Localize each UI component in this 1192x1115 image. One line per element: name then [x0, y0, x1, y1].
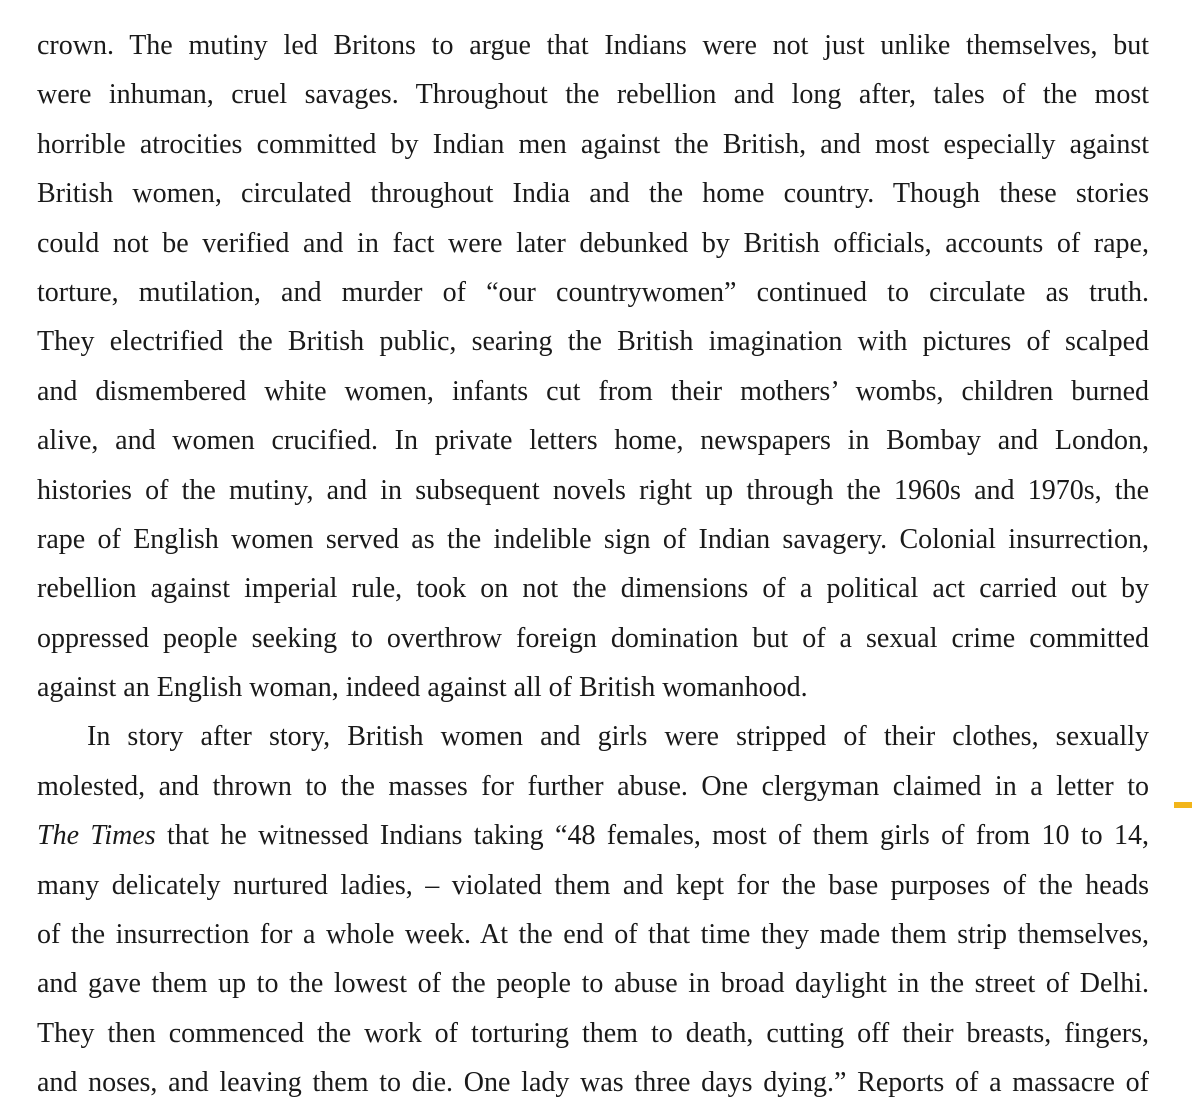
text-line: many delicately nurtured ladies, – violated them and kept for the base purposes of the heads [37, 869, 1149, 901]
text-line-paragraph-end: against an English woman, indeed against all of British womanhood. [37, 672, 808, 704]
text-line-paragraph-start: In story after story, British women and girls were stripped of their clothes, sexually [87, 721, 1149, 753]
document-page [37, 21, 1149, 1108]
text-line: could not be verified and in fact were later debunked by British officials, accounts of rape, [37, 227, 1149, 259]
text-line: crown. The mutiny led Britons to argue that Indians were not just unlike themselves, but [37, 30, 1149, 61]
newspaper-title: The Times [37, 820, 156, 852]
text-line: torture, mutilation, and murder of “our countrywomen” continued to circulate as truth. [37, 276, 1149, 308]
text-line: were inhuman, cruel savages. Throughout the rebellion and long after, tales of the most [37, 79, 1149, 111]
text-line: They then commenced the work of torturing them to death, cutting off their breasts, fingers, [37, 1017, 1149, 1049]
text-line: molested, and thrown to the masses for further abuse. One clergyman claimed in a letter to [37, 770, 1149, 802]
text-line-remainder: that he witnessed Indians taking “48 females, most of them girls of from 10 to 14, [155, 820, 1149, 852]
text-line: alive, and women crucified. In private letters home, newspapers in Bombay and London, [37, 425, 1149, 457]
text-line: rebellion against imperial rule, took on not the dimensions of a political act carried out by [37, 573, 1149, 605]
text-line: oppressed people seeking to overthrow foreign domination but of a sexual crime committed [37, 622, 1149, 654]
text-line: and dismembered white women, infants cut from their mothers’ wombs, children burned [37, 375, 1149, 407]
text-line: horrible atrocities committed by Indian men against the British, and most especially against [37, 128, 1149, 160]
text-line: of the insurrection for a whole week. At the end of that time they made them strip themselves, [37, 919, 1149, 951]
text-line [37, 811, 1149, 860]
text-line: They electrified the British public, searing the British imagination with pictures of scalped [37, 326, 1149, 358]
text-line: and gave them up to the lowest of the people to abuse in broad daylight in the street of Delhi. [37, 968, 1149, 1000]
text-line: rape of English women served as the indelible sign of Indian savagery. Colonial insurrection, [37, 523, 1149, 555]
text-line: histories of the mutiny, and in subsequent novels right up through the 1960s and 1970s, the [37, 474, 1149, 506]
text-line: British women, circulated throughout India and the home country. Though these stories [37, 178, 1149, 210]
highlight-marker [1174, 802, 1192, 808]
text-line: and noses, and leaving them to die. One lady was three days dying.” Reports of a massacre of [37, 1067, 1149, 1099]
